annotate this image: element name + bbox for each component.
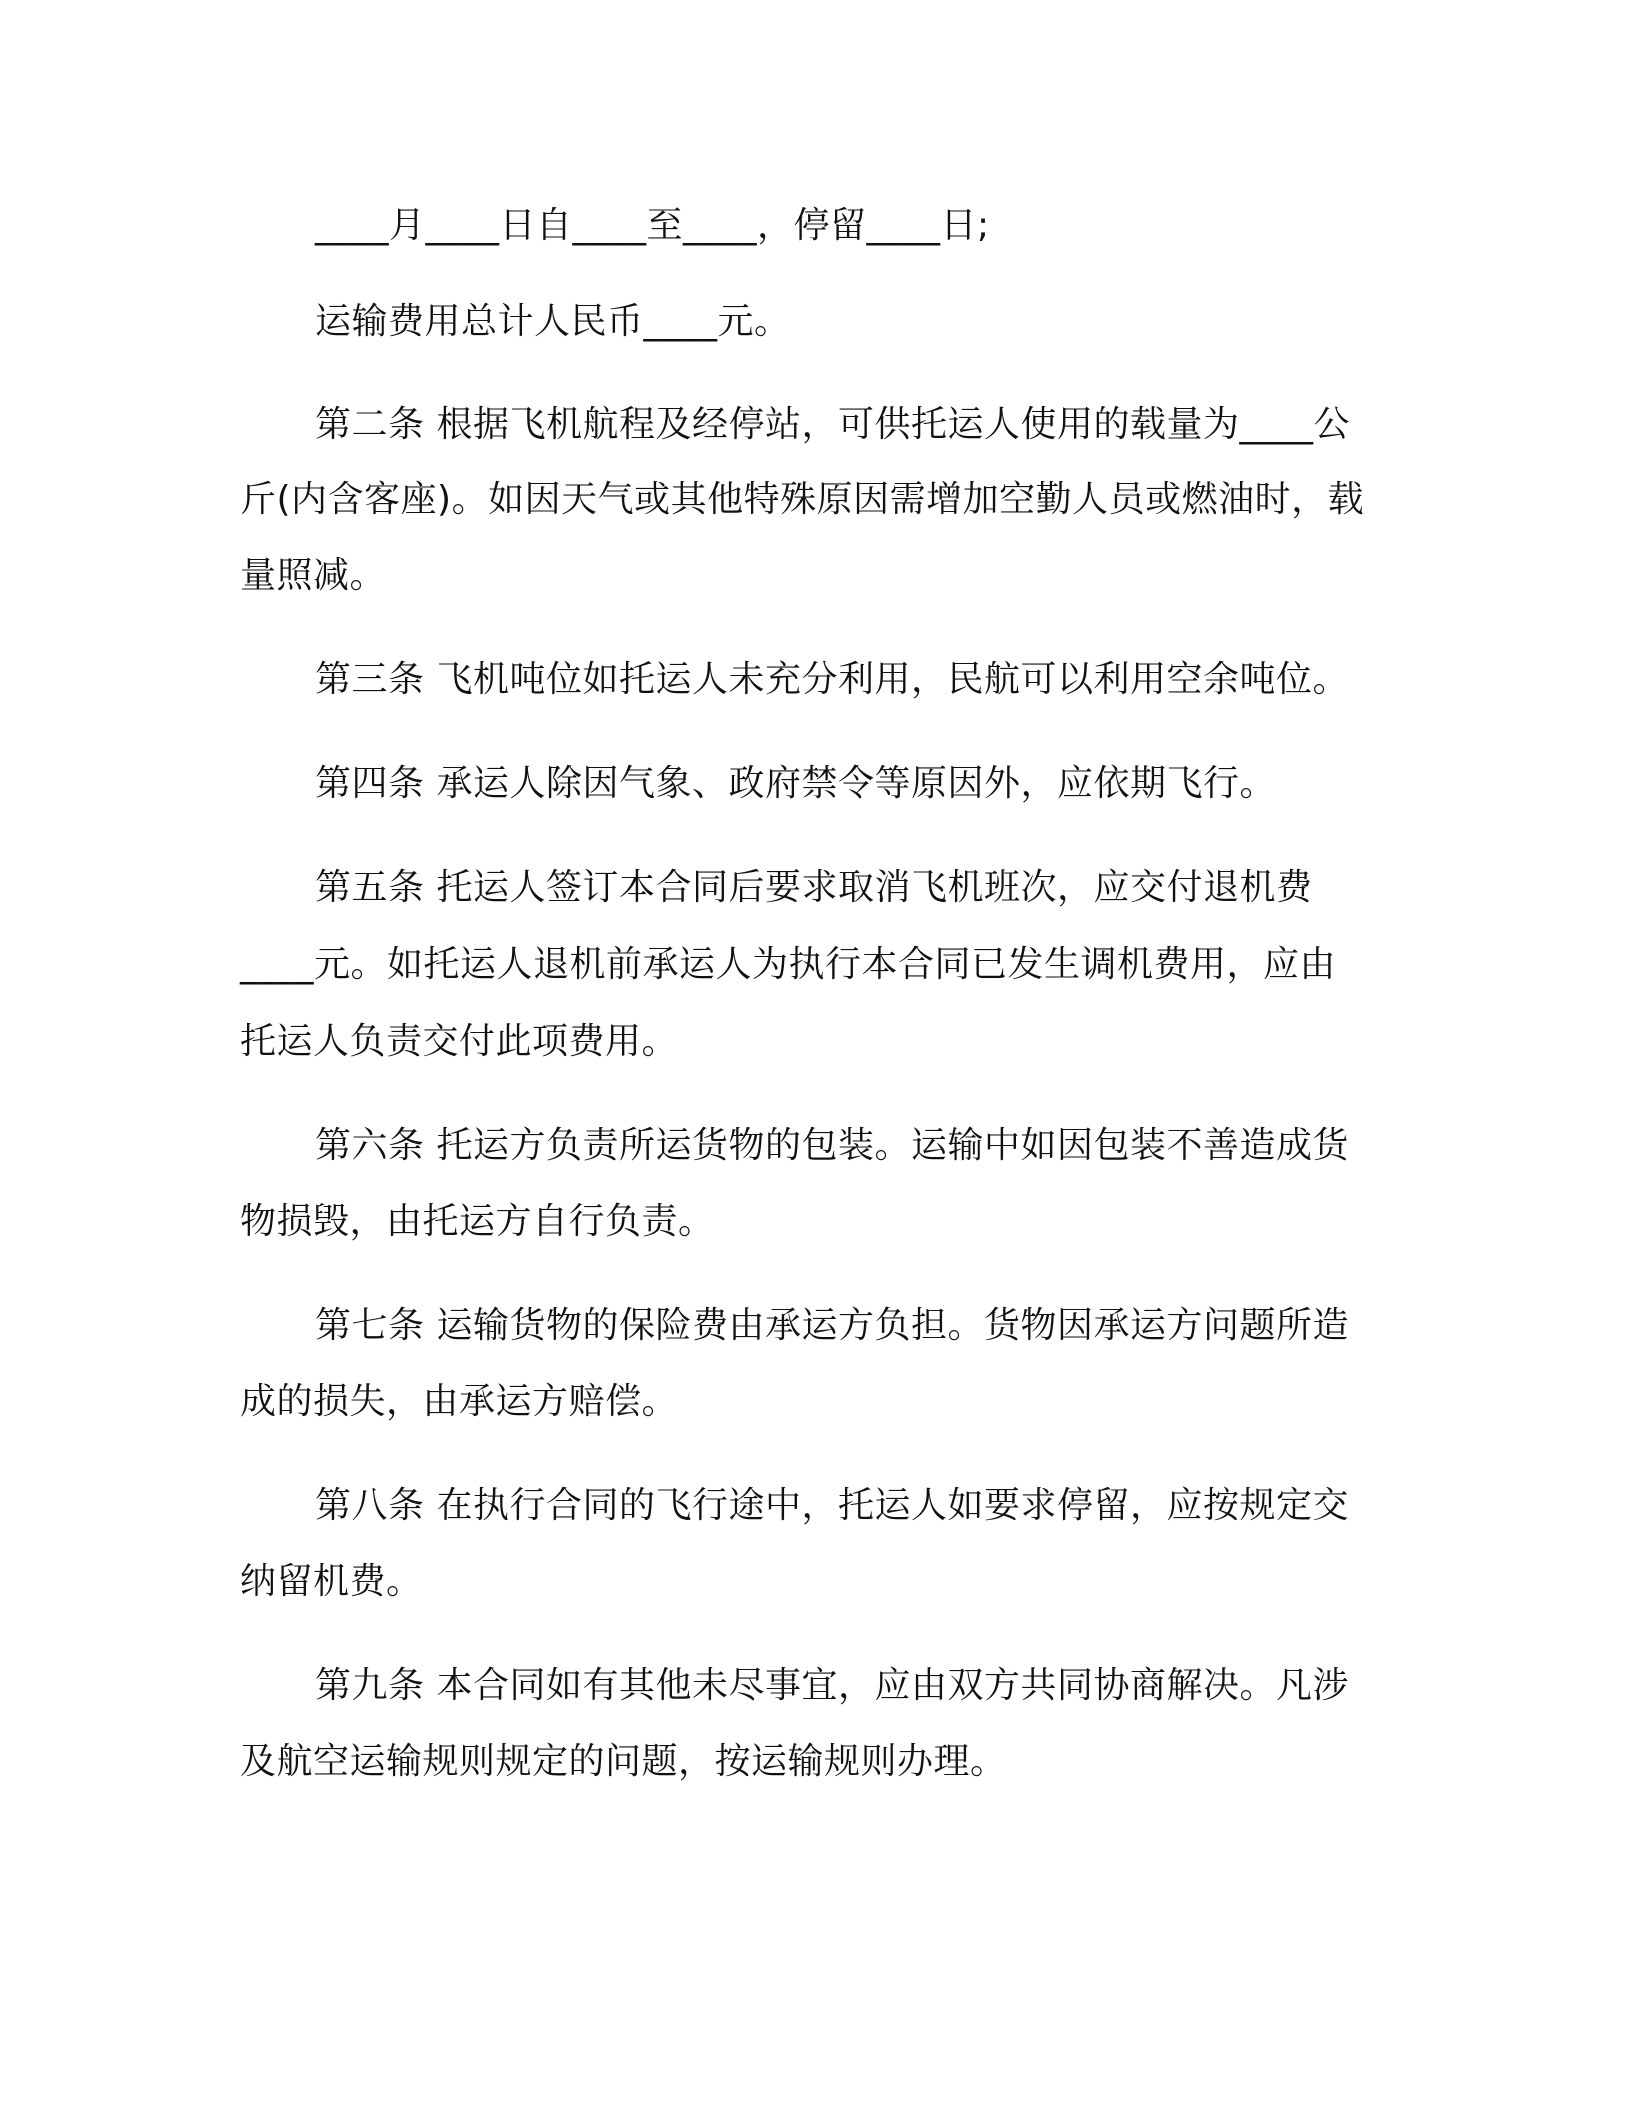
text-line: 第九条 本合同如有其他未尽事宜，应由双方共同协商解决。凡涉 (315, 1665, 1349, 1706)
text-line: 第三条 飞机吨位如托运人未充分利用，民航可以利用空余吨位。 (315, 659, 1349, 700)
text-line: 第六条 托运方负责所运货物的包装。运输中如因包装不善造成货 (315, 1125, 1349, 1166)
text-line: 第二条 根据飞机航程及经停站，可供托运人使用的载量为____公 (315, 404, 1350, 445)
text-line: 第八条 在执行合同的飞行途中，托运人如要求停留，应按规定交 (315, 1485, 1349, 1526)
text-line: 第五条 托运人签订本合同后要求取消飞机班次，应交付退机费 (315, 867, 1313, 908)
text-line: 物损毁，由托运方自行负责。 (240, 1201, 715, 1242)
text-line: 量照减。 (240, 555, 387, 596)
text-line: 托运人负责交付此项费用。 (240, 1021, 679, 1062)
text-line: ____元。如托运人退机前承运人为执行本合同已发生调机费用，应由 (240, 944, 1337, 985)
text-line: 运输费用总计人民币____元。 (315, 301, 791, 342)
text-line: ____月____日自____至____，停留____日; (315, 205, 990, 246)
text-line: 及航空运输规则规定的问题，按运输规则办理。 (240, 1741, 1007, 1782)
text-line: 成的损失，由承运方赔偿。 (240, 1381, 679, 1422)
text-line: 斤(内含客座)。如因天气或其他特殊原因需增加空勤人员或燃油时，载 (240, 479, 1365, 520)
text-line: 第七条 运输货物的保险费由承运方负担。货物因承运方问题所造 (315, 1305, 1349, 1346)
text-line: 纳留机费。 (240, 1561, 423, 1602)
text-line: 第四条 承运人除因气象、政府禁令等原因外，应依期飞行。 (315, 763, 1276, 804)
